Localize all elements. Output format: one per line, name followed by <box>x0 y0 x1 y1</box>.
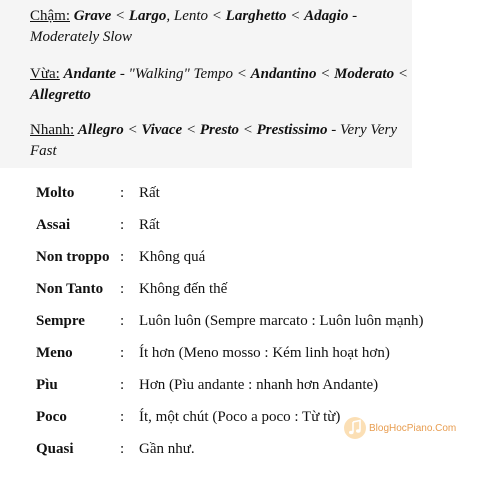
tempo-term: Largo <box>128 8 167 24</box>
term-colon: : <box>120 409 125 425</box>
term-colon: : <box>120 185 125 201</box>
tempo-sep: < <box>123 122 142 138</box>
term-meaning: Rất <box>139 217 160 233</box>
tempo-slow <box>30 6 410 48</box>
term-meaning: Gần như. <box>139 441 195 457</box>
tempo-desc: - Moderately Slow <box>30 8 358 45</box>
tempo-term: Andante <box>63 66 117 82</box>
term-colon: : <box>120 345 125 361</box>
tempo-slow-label: Chậm: <box>30 8 70 24</box>
term-colon: : <box>120 313 125 329</box>
tempo-desc: - "Walking" Tempo < <box>116 66 251 82</box>
term-row <box>36 307 486 339</box>
term-meaning: Rất <box>139 185 160 201</box>
term-row <box>36 211 486 243</box>
tempo-term: Allegretto <box>30 87 91 103</box>
tempo-term: Allegro <box>77 122 124 138</box>
tempo-term: Andantino <box>250 66 317 82</box>
tempo-sep: < <box>182 122 200 138</box>
tempo-block <box>0 0 412 168</box>
watermark-text: BlogHocPiano.Com <box>369 423 457 434</box>
tempo-fast <box>30 120 410 162</box>
tempo-term: Grave <box>73 8 112 24</box>
term-row <box>36 243 486 275</box>
watermark <box>343 416 463 442</box>
term-name: Molto <box>36 185 75 201</box>
term-name: Quasi <box>36 441 74 457</box>
tempo-sep: < <box>111 8 129 24</box>
term-row <box>36 275 486 307</box>
term-colon: : <box>120 249 125 265</box>
term-row <box>36 339 486 371</box>
tempo-term: Adagio <box>304 8 349 24</box>
term-row <box>36 371 486 403</box>
term-meaning: Ít, một chút (Poco a poco : Từ từ) <box>139 409 341 425</box>
term-meaning: Không quá <box>139 249 206 265</box>
term-colon: : <box>120 377 125 393</box>
term-meaning: Không đến thế <box>139 281 228 297</box>
tempo-fast-label: Nhanh: <box>30 122 75 138</box>
tempo-term: Prestissimo <box>256 122 328 138</box>
term-name: Non troppo <box>36 249 110 265</box>
tempo-sep: < <box>316 66 335 82</box>
term-colon: : <box>120 217 125 233</box>
music-note-icon <box>343 416 367 440</box>
term-meaning: Hơn (Pìu andante : nhanh hơn Andante) <box>139 377 379 393</box>
term-meaning: Ít hơn (Meno mosso : Kém linh hoạt hơn) <box>139 345 390 361</box>
tempo-term: Larghetto <box>225 8 287 24</box>
term-colon: : <box>120 441 125 457</box>
term-colon: : <box>120 281 125 297</box>
tempo-medium <box>30 64 410 106</box>
tempo-sep: , Lento < <box>166 8 226 24</box>
tempo-term: Vivace <box>141 122 183 138</box>
term-name: Non Tanto <box>36 281 104 297</box>
tempo-sep: < <box>286 8 305 24</box>
term-name: Pìu <box>36 377 58 393</box>
tempo-sep: < <box>394 66 408 82</box>
term-name: Poco <box>36 409 67 425</box>
term-row <box>36 179 486 211</box>
term-meaning: Luôn luôn (Sempre marcato : Luôn luôn mạnh) <box>139 313 424 329</box>
tempo-medium-label: Vừa: <box>30 66 60 82</box>
tempo-term: Moderato <box>334 66 395 82</box>
tempo-sep: < <box>239 122 257 138</box>
term-name: Sempre <box>36 313 85 329</box>
tempo-desc: - Very Very Fast <box>30 122 398 159</box>
tempo-term: Presto <box>199 122 240 138</box>
term-name: Meno <box>36 345 73 361</box>
term-name: Assai <box>36 217 71 233</box>
